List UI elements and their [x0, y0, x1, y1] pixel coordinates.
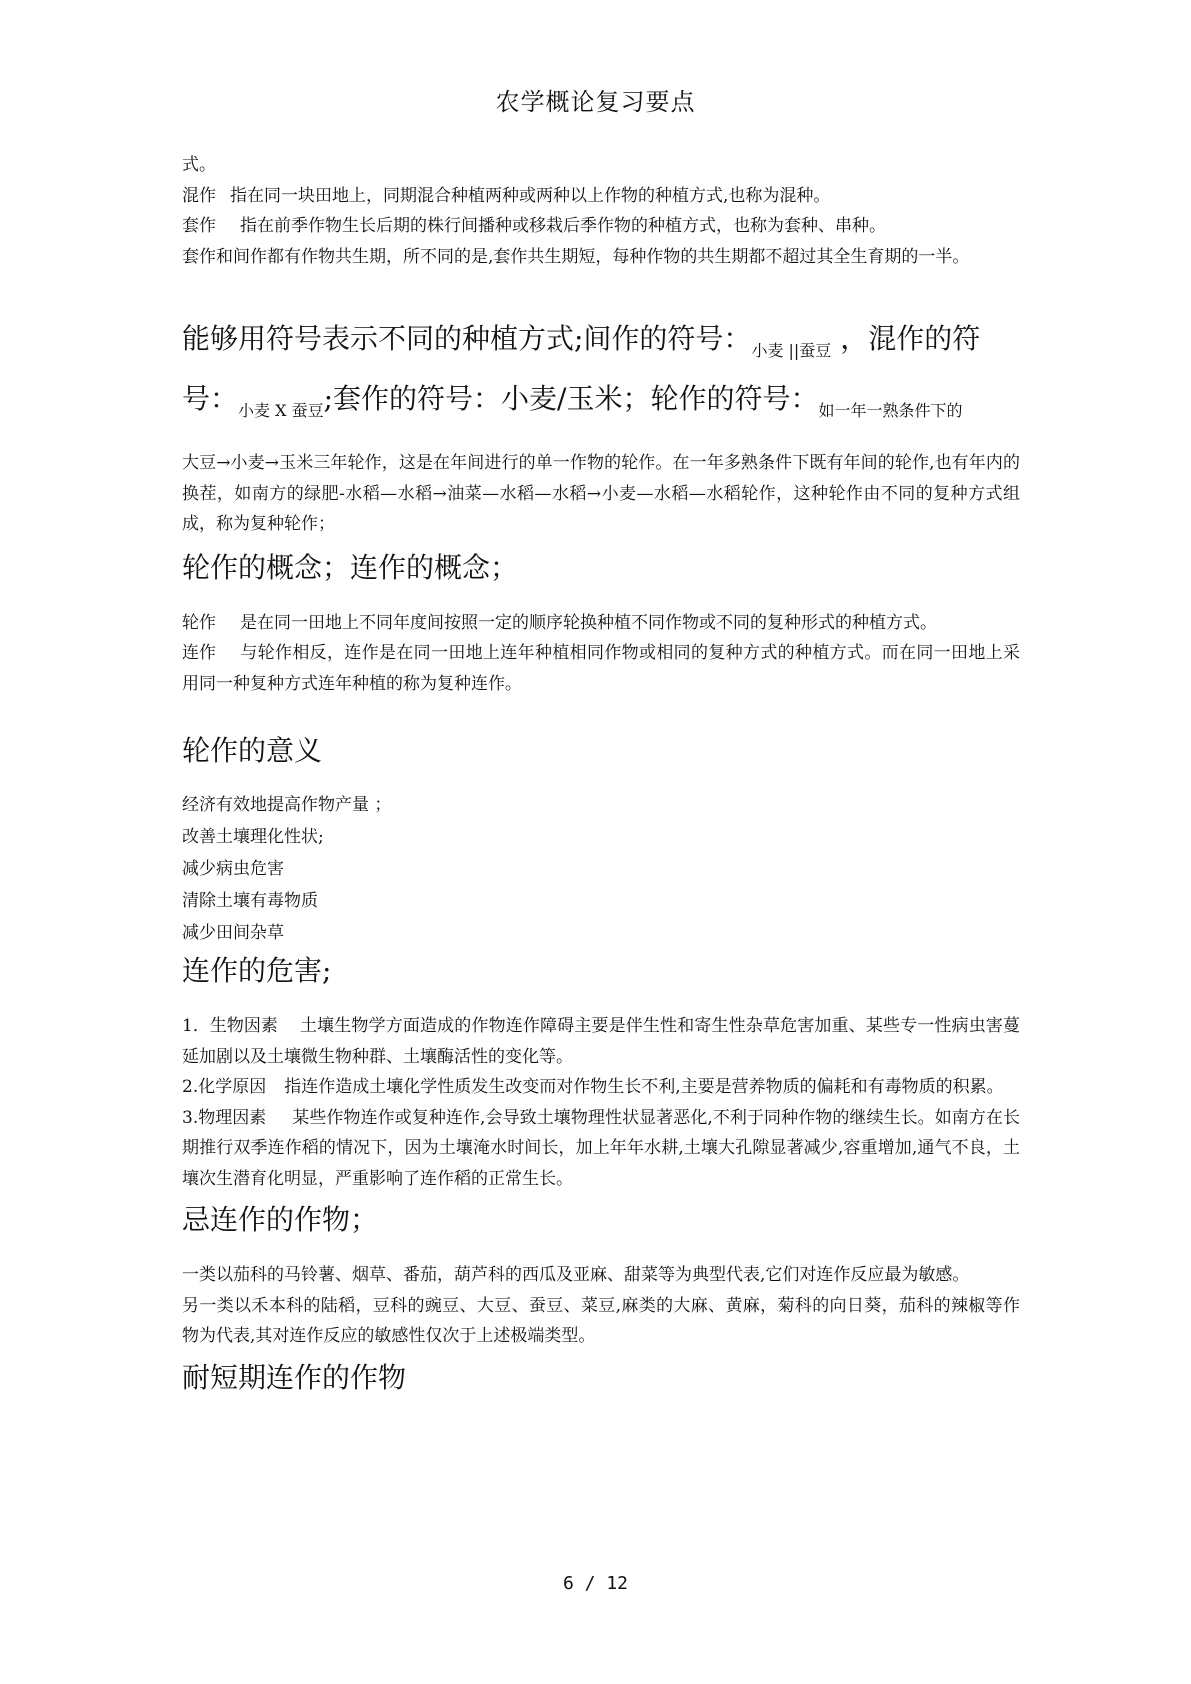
page-content — [182, 150, 1020, 1400]
spacer — [182, 993, 1020, 1011]
harm-item-1 — [182, 1011, 1020, 1072]
rotation-term: 轮作 — [182, 612, 216, 633]
avoid-paragraph-1: 一类以茄科的马铃薯、烟草、番茄，葫芦科的西瓜及亚麻、甜菜等为典型代表,它们对连作反应最为敏感。 — [182, 1265, 970, 1285]
relay-definition — [182, 211, 1020, 242]
list-item: 减少病虫危害 — [182, 859, 284, 879]
symbols-line-2 — [182, 370, 1020, 440]
continuous-term: 连作 — [182, 643, 216, 663]
relay-term: 套作 — [182, 216, 216, 236]
harm-item-1-term: 1．生物因素 — [182, 1016, 278, 1036]
continuous-definition — [182, 638, 1020, 699]
harm-item-2 — [182, 1072, 1020, 1103]
spacer — [182, 699, 1020, 729]
page-number: 6 / 12 — [562, 1573, 629, 1594]
intro-line: 式。 — [182, 155, 216, 175]
symbols-l1-text: 能够用符号表示不同的种植方式;间作的符号： — [182, 322, 752, 355]
continuous-def-text: 与轮作相反，连作是在同一田地上连年种植相同作物或相同的复种方式的种植方式。而在同一田地上采用同一种复种方式连年种植的称为复种连作。 — [182, 643, 1020, 694]
rotation-example: 大豆→小麦→玉米三年轮作，这是在年间进行的单一作物的轮作。在一年多熟条件下既有年间的轮作,也有年内的换茬，如南方的绿肥-水稻—水稻→油菜—水稻—水稻→小麦—水稻—水稻轮作，这种轮作由不同的复种方式组成，称为复种轮作； — [182, 453, 1020, 534]
spacer — [182, 590, 1020, 608]
avoid-heading: 忌连作的作物； — [182, 1203, 379, 1236]
page-header-title: 农学概论复习要点 — [495, 88, 696, 116]
spacer — [182, 773, 1020, 789]
relay-note: 套作和间作都有作物共生期，所不同的是,套作共生期短，每种作物的共生期都不超过其全生育期的一半。 — [182, 246, 970, 267]
mix-definition — [182, 181, 1020, 212]
harm-item-2-text: 指连作造成土壤化学性质发生改变而对作物生长不利,主要是营养物质的偏耗和有毒物质的积累。 — [284, 1077, 1004, 1097]
symbols-l2-text: 号： — [182, 382, 239, 415]
harm-item-2-term: 2.化学原因 — [182, 1077, 267, 1097]
symbols-line-1 — [182, 308, 1020, 370]
list-item: 减少田间杂草 — [182, 923, 284, 943]
spacer — [182, 272, 1020, 308]
list-item: 清除土壤有毒物质 — [182, 891, 318, 911]
meaning-heading: 轮作的意义 — [182, 734, 323, 767]
harm-heading: 连作的危害; — [182, 954, 332, 987]
symbols-l1-tail: ，混作的符 — [840, 322, 981, 355]
tolerant-heading: 耐短期连作的作物 — [182, 1360, 407, 1394]
list-item: 改善土壤理化性状; — [182, 827, 324, 847]
rotation-definition — [182, 608, 1020, 639]
mix-term: 混作 — [182, 185, 216, 206]
list-item: 经济有效地提高作物产量 ； — [182, 795, 392, 815]
harm-item-3-term: 3.物理因素 — [182, 1107, 267, 1128]
meaning-list — [182, 789, 1020, 949]
rotation-def-text: 是在同一田地上不同年度间按照一定的顺序轮换种植不同作物或不同的复种形式的种植方式。 — [240, 612, 937, 633]
symbols-l2-mid: ;套作的符号：小麦/玉米；轮作的符号： — [323, 382, 819, 415]
avoid-paragraph-2: 另一类以禾本科的陆稻，豆科的豌豆、大豆、蚕豆、菜豆,麻类的大麻、黄麻，菊科的向日葵，茄科的辣椒等作物为代表,其对连作反应的敏感性仅次于上述极端类型。 — [182, 1295, 1020, 1346]
symbols-l2-tail: 如一年一熟条件下的 — [818, 401, 963, 420]
spacer — [182, 440, 1020, 448]
harm-item-3-text: 某些作物连作或复种连作,会导致土壤物理性状显著恶化,不利于同种作物的继续生长。如南方在长期推行双季连作稻的情况下，因为土壤淹水时间长，加上年年水耕,土壤大孔隙显著减少,容重增加,通气不良，土壤次生潜育化明显，严重影响了连作稻的正常生长。 — [182, 1107, 1020, 1189]
mix-def-text: 指在同一块田地上，同期混合种植两种或两种以上作物的种植方式,也称为混种。 — [230, 185, 831, 206]
relay-def-text: 指在前季作物生长后期的株行间播种或移栽后季作物的种植方式，也称为套种、串种。 — [240, 216, 886, 236]
intercrop-symbol: 小麦 ||蚕豆 — [751, 341, 832, 360]
mixcrop-symbol: 小麦 X 蚕豆 — [238, 401, 324, 420]
harm-item-3 — [182, 1103, 1020, 1195]
spacer — [182, 1242, 1020, 1260]
harm-item-1-text: 土壤生物学方面造成的作物连作障碍主要是伴生性和寄生性杂草危害加重、某些专一性病虫害蔓延加剧以及土壤微生物种群、土壤酶活性的变化等。 — [182, 1016, 1020, 1067]
rotation-heading: 轮作的概念；连作的概念； — [182, 550, 519, 584]
